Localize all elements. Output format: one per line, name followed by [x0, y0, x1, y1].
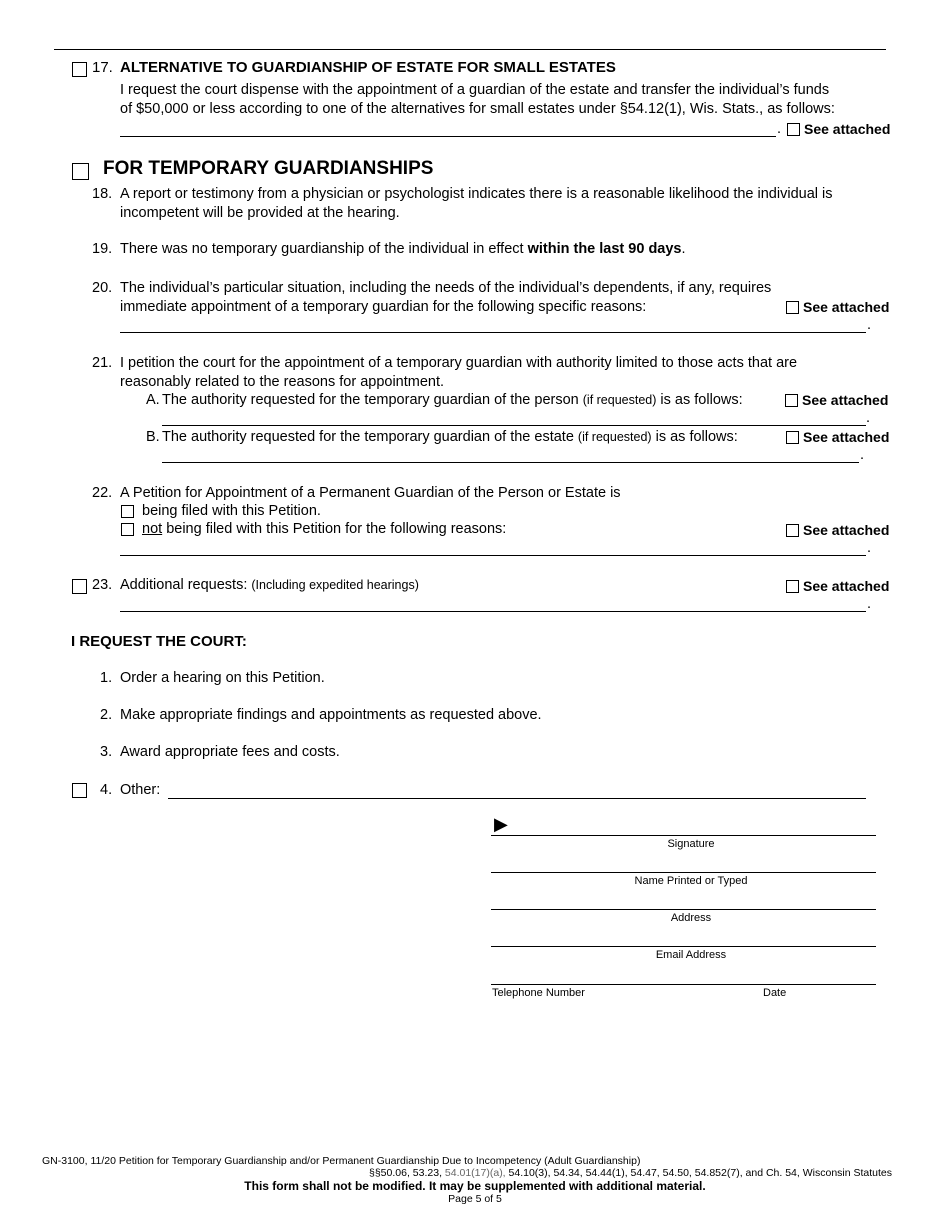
item23-fill-line[interactable] [120, 611, 866, 612]
item21-a-label: A. [146, 392, 160, 408]
item22-text-line1: A Petition for Appointment of a Permanent Guardian of the Person or Estate is [120, 485, 621, 501]
address-caption: Address [670, 912, 712, 924]
item21-number: 21. [92, 355, 113, 371]
request-other-fill-line[interactable] [168, 798, 866, 799]
item17-title: ALTERNATIVE TO GUARDIANSHIP OF ESTATE FOR SMALL ESTATES [120, 59, 616, 76]
item20-text-line2: immediate appointment of a temporary guardian for the following specific reasons: [120, 299, 647, 315]
item19-text: There was no temporary guardianship of the individual in effect within the last 90 days. [120, 241, 686, 257]
item22-not-being-filed-checkbox[interactable] [121, 523, 134, 536]
item21-b-period: . [860, 447, 865, 463]
item22-see-attached-checkbox[interactable] [786, 524, 799, 537]
item17-see-attached-checkbox[interactable] [787, 123, 800, 136]
footer-page-number: Page 5 of 5 [448, 1193, 502, 1205]
item18-text-line2: incompetent will be provided at the hearing. [120, 205, 400, 221]
item21-text-line1: I petition the court for the appointment of a temporary guardian with authority limited to those acts that are [120, 355, 798, 371]
telephone-caption: Telephone Number [492, 987, 585, 999]
item17-see-attached[interactable]: See attached [787, 121, 890, 137]
item18-text-line1: A report or testimony from a physician or psychologist indicates there is a reasonable likelihood the individual is [120, 186, 833, 202]
item21-b-text: The authority requested for the temporary guardian of the estate (if requested) is as follows: [162, 429, 738, 445]
temporary-guardianship-heading: FOR TEMPORARY GUARDIANSHIPS [103, 158, 434, 179]
item23-see-attached-checkbox[interactable] [786, 580, 799, 593]
request-item-4-number: 4. [100, 782, 113, 798]
date-caption: Date [763, 987, 787, 999]
signature-caption: Signature [667, 838, 715, 850]
top-rule [54, 49, 886, 50]
request-heading: I REQUEST THE COURT: [71, 633, 247, 650]
request-item-4-checkbox[interactable] [72, 783, 87, 798]
request-item-4-text: Other: [120, 782, 161, 798]
item21-b-see-attached[interactable]: See attached [786, 429, 889, 445]
item22-being-filed-checkbox[interactable] [121, 505, 134, 518]
item23-number: 23. [92, 577, 113, 593]
item19-number: 19. [92, 241, 113, 257]
item22-being-filed-label: being filed with this Petition. [142, 503, 321, 519]
item22-fill-line[interactable] [120, 555, 866, 556]
item21-a-fill-line[interactable] [162, 425, 866, 426]
name-caption: Name Printed or Typed [634, 875, 748, 887]
item17-text-line1: I request the court dispense with the appointment of a guardian of the estate and transfer the individual’s funds [120, 82, 830, 98]
item22-see-attached[interactable]: See attached [786, 522, 889, 538]
item20-fill-line[interactable] [120, 332, 866, 333]
request-item-2-number: 2. [100, 707, 113, 723]
footer-notice: This form shall not be modified. It may be supplemented with additional material. [244, 1179, 706, 1193]
request-item-3-number: 3. [100, 744, 113, 760]
item21-b-see-attached-checkbox[interactable] [786, 431, 799, 444]
temporary-guardianship-checkbox[interactable] [72, 163, 89, 180]
item17-period: . [777, 121, 782, 137]
item20-period: . [867, 317, 872, 333]
name-line[interactable] [491, 872, 876, 873]
request-item-3-text: Award appropriate fees and costs. [120, 744, 340, 760]
request-item-1-text: Order a hearing on this Petition. [120, 670, 325, 686]
item21-b-fill-line[interactable] [162, 462, 859, 463]
email-caption: Email Address [655, 949, 727, 961]
item21-b-label: B. [146, 429, 160, 445]
item17-text-line2: of $50,000 or less according to one of the alternatives for small estates under §54.12(1), Wis. Stats., as follows: [120, 101, 835, 117]
item17-fill-line[interactable] [120, 136, 776, 137]
item22-period: . [867, 540, 872, 556]
footer-statutes: §§50.06, 53.23, 54.01(17)(a), 54.10(3), 54.34, 54.44(1), 54.47, 54.50, 54.852(7), and Ch. 54, Wisconsin Statutes [369, 1167, 893, 1179]
signature-line[interactable] [491, 835, 876, 836]
item23-period: . [867, 596, 872, 612]
address-line[interactable] [491, 909, 876, 910]
item21-a-period: . [866, 410, 871, 426]
signature-arrow-icon: ▶ [494, 814, 508, 834]
telephone-date-line[interactable] [491, 984, 876, 985]
item21-a-see-attached-checkbox[interactable] [785, 394, 798, 407]
request-item-1-number: 1. [100, 670, 113, 686]
footer-form-id: GN-3100, 11/20 Petition for Temporary Guardianship and/or Permanent Guardianship Due to Incompetency (Adult Guardianship) [42, 1155, 641, 1167]
email-line[interactable] [491, 946, 876, 947]
item23-see-attached[interactable]: See attached [786, 578, 889, 594]
item20-number: 20. [92, 280, 113, 296]
item21-a-text: The authority requested for the temporary guardian of the person (if requested) is as follows: [162, 392, 743, 408]
item23-checkbox[interactable] [72, 579, 87, 594]
request-item-2-text: Make appropriate findings and appointments as requested above. [120, 707, 542, 723]
item22-number: 22. [92, 485, 113, 501]
item21-text-line2: reasonably related to the reasons for appointment. [120, 374, 445, 390]
item20-see-attached[interactable]: See attached [786, 299, 889, 315]
item20-text-line1: The individual’s particular situation, including the needs of the individual’s dependents, if any, requires [120, 280, 772, 296]
item21-a-see-attached[interactable]: See attached [785, 392, 888, 408]
item18-number: 18. [92, 186, 113, 202]
item17-checkbox[interactable] [72, 62, 87, 77]
item22-not-being-filed-label: not being filed with this Petition for the following reasons: [142, 521, 507, 537]
item20-see-attached-checkbox[interactable] [786, 301, 799, 314]
item23-text: Additional requests: (Including expedited hearings) [120, 577, 419, 593]
item17-number: 17. [92, 59, 113, 76]
